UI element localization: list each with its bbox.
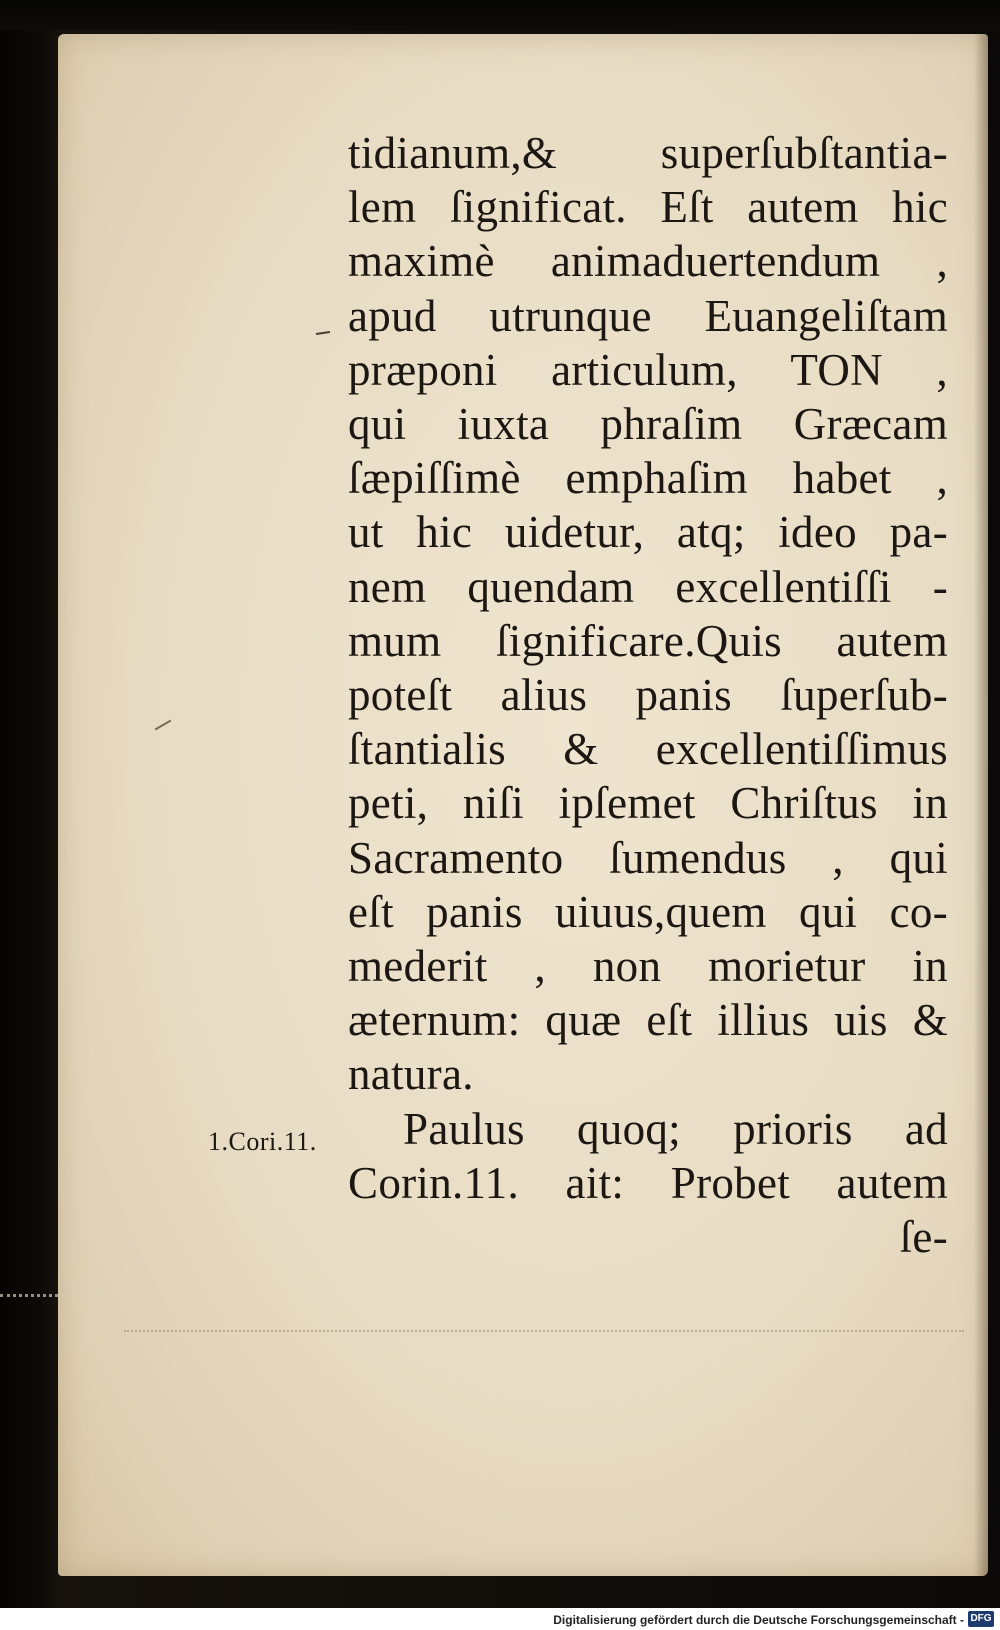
text-line: peti, niſi ipſemet Chriſtus in bbox=[348, 778, 948, 829]
main-text-block bbox=[348, 126, 948, 1264]
margin-tick-mark bbox=[155, 720, 172, 731]
text-line: Corin.11. ait: Probet autem bbox=[348, 1157, 948, 1208]
text-line: maximè animaduertendum , bbox=[348, 236, 948, 287]
text-line: eſt panis uiuus,quem qui co- bbox=[348, 886, 948, 937]
text-line: ſæpiſſimè emphaſim habet , bbox=[348, 453, 948, 504]
catchword: ſe- bbox=[899, 1212, 948, 1263]
text-line: Paulus quoq; prioris ad bbox=[403, 1103, 948, 1154]
footer-bar bbox=[0, 1608, 1000, 1630]
text-line: apud utrunque Euangeliſtam bbox=[348, 290, 948, 341]
text-line: Sacramento ſumendus , qui bbox=[348, 832, 948, 883]
text-line: qui iuxta phraſim Græcam bbox=[348, 399, 948, 450]
book-page bbox=[58, 34, 988, 1576]
text-line: tidianum,& superſubſtantia- bbox=[348, 128, 948, 178]
text-line: æternum: quæ eſt illius uis & bbox=[348, 995, 948, 1046]
text-line: præponi articulum, TON , bbox=[348, 344, 948, 395]
text-line: ut hic uidetur, atq; ideo pa- bbox=[348, 507, 948, 558]
text-line: lem ſignificat. Eſt autem hic bbox=[348, 182, 948, 233]
dfg-logo: DFG bbox=[968, 1611, 994, 1627]
page-edge bbox=[974, 34, 988, 1576]
text-line: mum ſignificare.Quis autem bbox=[348, 615, 948, 666]
text-line: nem quendam excellentiſſi - bbox=[348, 561, 948, 612]
top-shadow bbox=[0, 0, 1000, 30]
text-line: natura. bbox=[348, 1049, 474, 1100]
text-line: ſtantialis & excellentiſſimus bbox=[348, 724, 948, 775]
text-line: poteſt alius panis ſuperſub- bbox=[348, 670, 948, 721]
text-line: mederit , non morietur in bbox=[348, 941, 948, 992]
page-dotted-rule bbox=[124, 1330, 964, 1332]
margin-dash-mark bbox=[316, 331, 330, 335]
footer-credit: Digitalisierung gefördert durch die Deutsche Forschungsgemeinschaft - bbox=[553, 1613, 964, 1627]
marginal-note: 1.Cori.11. bbox=[208, 1127, 317, 1156]
